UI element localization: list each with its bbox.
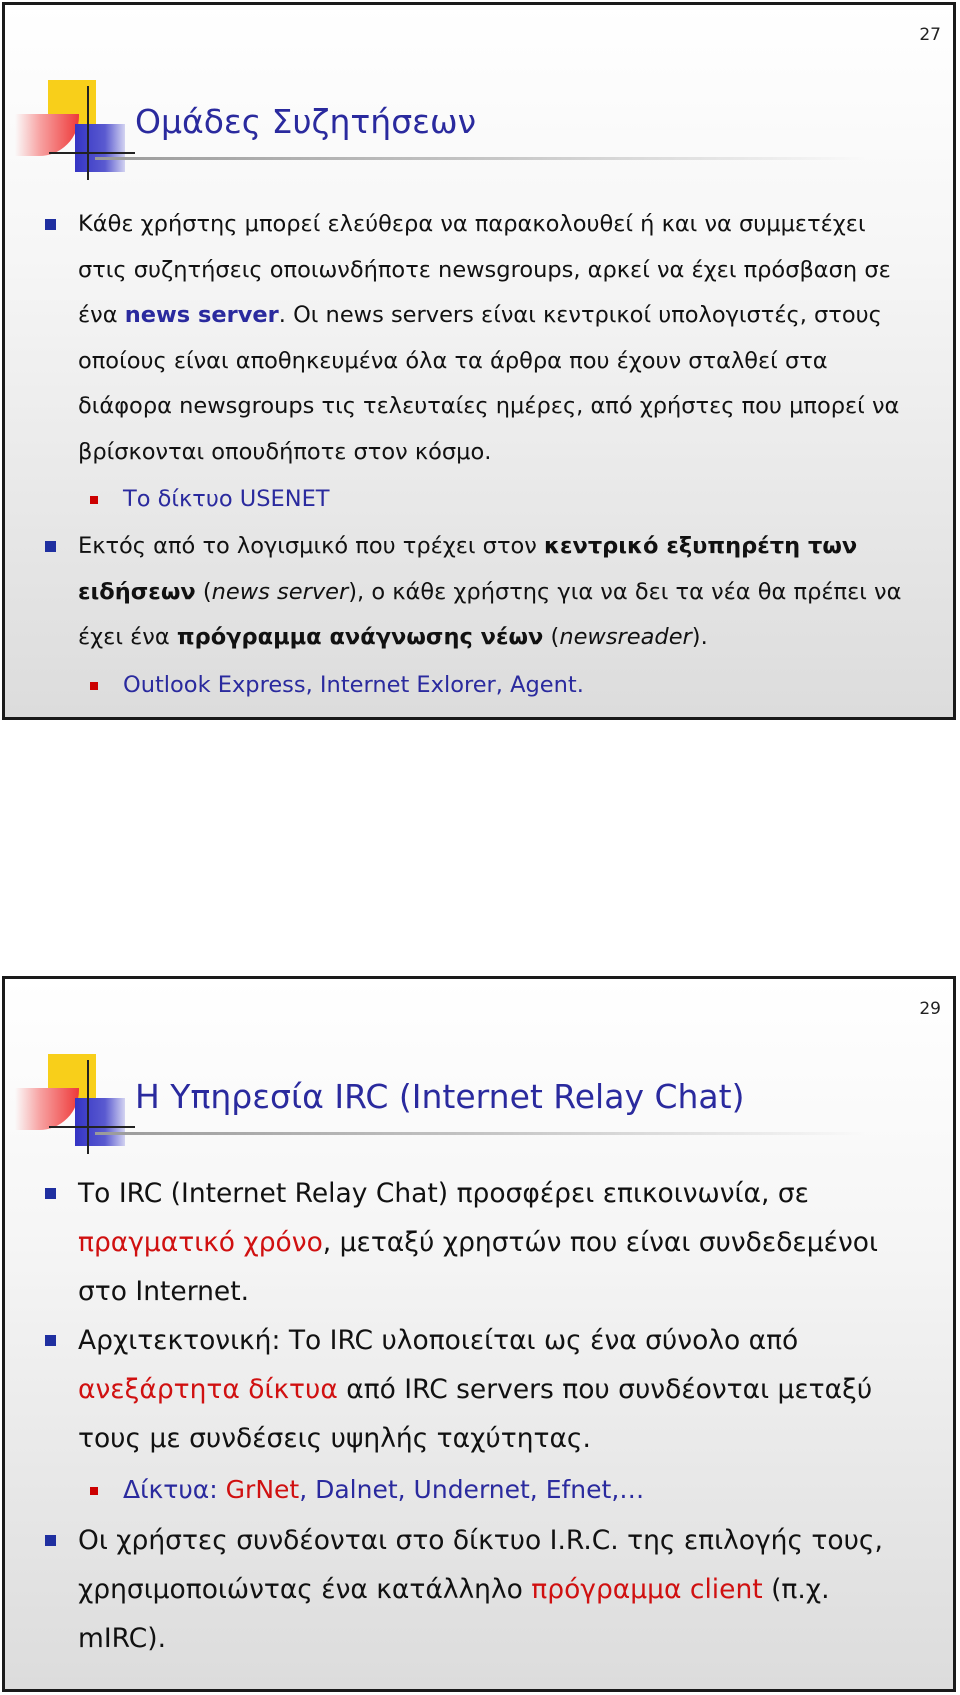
bullet-text: ), ο κάθε χρήστης για να δει τα νέα θα πρέπει να έχει ένα	[78, 578, 902, 650]
bullet-text: Εκτός από το λογισμικό που τρέχει στον	[78, 533, 544, 559]
italic-text: news server	[211, 578, 349, 605]
bullet-square-icon	[45, 1535, 56, 1546]
slide-29	[2, 976, 956, 1692]
bullet-item	[45, 1316, 915, 1463]
title-decoration-icon	[15, 1054, 125, 1154]
sub-bullet-text: Το δίκτυο USENET	[123, 486, 330, 512]
bullet-square-icon	[45, 1335, 56, 1346]
bullet-text: (π.χ. mIRC).	[78, 1574, 830, 1654]
sub-bullet-text: , Dalnet, Undernet, Efnet,…	[299, 1475, 645, 1504]
title-underline	[95, 157, 865, 160]
bullet-text: , μεταξύ χρηστών που είναι συνδεδεμένοι στο Internet.	[78, 1227, 878, 1307]
bold-text: πρόγραμμα ανάγνωσης νέων	[176, 624, 544, 650]
highlight-text: news server	[124, 302, 279, 328]
sub-bullet-item	[90, 661, 915, 710]
bullet-list	[45, 1169, 915, 1663]
sub-bullet-square-icon	[90, 682, 98, 690]
bullet-item	[45, 1169, 915, 1316]
bullet-text: Αρχιτεκτονική: Το IRC υλοποιείται ως ένα σύνολο από	[78, 1325, 799, 1356]
page-number: 29	[919, 999, 941, 1019]
bold-text: κεντρικό εξυπηρέτη των ειδήσεων	[78, 533, 858, 605]
bullet-text: (	[543, 624, 560, 650]
red-highlight-text: πραγματικό χρόνο	[78, 1227, 323, 1258]
sub-bullet-text: Δίκτυα:	[123, 1475, 226, 1504]
bullet-item	[45, 524, 915, 661]
sub-bullet-item	[90, 1463, 915, 1516]
bullet-text: Το IRC (Internet Relay Chat) προσφέρει επικοινωνία, σε	[78, 1178, 809, 1209]
bullet-item	[45, 1516, 915, 1663]
slide-title: Η Υπηρεσία IRC (Internet Relay Chat)	[135, 1077, 745, 1116]
sub-bullet-item	[90, 475, 915, 524]
bullet-square-icon	[45, 541, 56, 552]
bullet-text: (	[195, 578, 212, 605]
red-highlight-text: GrNet	[225, 1475, 300, 1504]
bullet-text: από IRC servers που συνδέονται μεταξύ τους με συνδέσεις υψηλής ταχύτητας.	[78, 1374, 873, 1454]
sub-bullet-square-icon	[90, 1487, 98, 1495]
bullet-text: Οι χρήστες συνδέονται στο δίκτυο I.R.C. της επιλογής τους, χρησιμοποιώντας ένα κατάλληλο	[78, 1525, 883, 1605]
sub-bullet-text: Outlook Express, Internet Exlorer, Agent.	[123, 671, 584, 698]
bullet-list	[45, 202, 915, 710]
italic-text: newsreader	[559, 624, 692, 650]
title-decoration-icon	[15, 80, 125, 180]
bullet-text: Κάθε χρήστης μπορεί ελεύθερα να παρακολουθεί ή και να συμμετέχει στις συζητήσεις οποιωνδήποτε newsgroups, αρκεί να έχει πρόσβαση σε ένα	[78, 211, 891, 328]
page-number: 27	[919, 25, 941, 45]
title-underline	[95, 1132, 865, 1135]
bullet-square-icon	[45, 1188, 56, 1199]
red-highlight-text: πρόγραμμα client	[531, 1574, 763, 1605]
bullet-text: . Οι news servers είναι κεντρικοί υπολογιστές, στους οποίους είναι αποθηκευμένα όλα τα άρθρα που έχουν σταλθεί στα διάφορα newsgroups τις τελευταίες ημέρες, από χρήστες που μπορεί να βρίσκονται οπουδήποτε στον κόσμο.	[78, 302, 900, 465]
sub-bullet-square-icon	[90, 496, 98, 504]
red-highlight-text: ανεξάρτητα δίκτυα	[78, 1374, 338, 1405]
bullet-item	[45, 202, 915, 475]
bullet-square-icon	[45, 219, 56, 230]
bullet-text: ).	[691, 624, 708, 650]
slide-title: Ομάδες Συζητήσεων	[135, 102, 477, 141]
slide-27	[2, 2, 956, 720]
